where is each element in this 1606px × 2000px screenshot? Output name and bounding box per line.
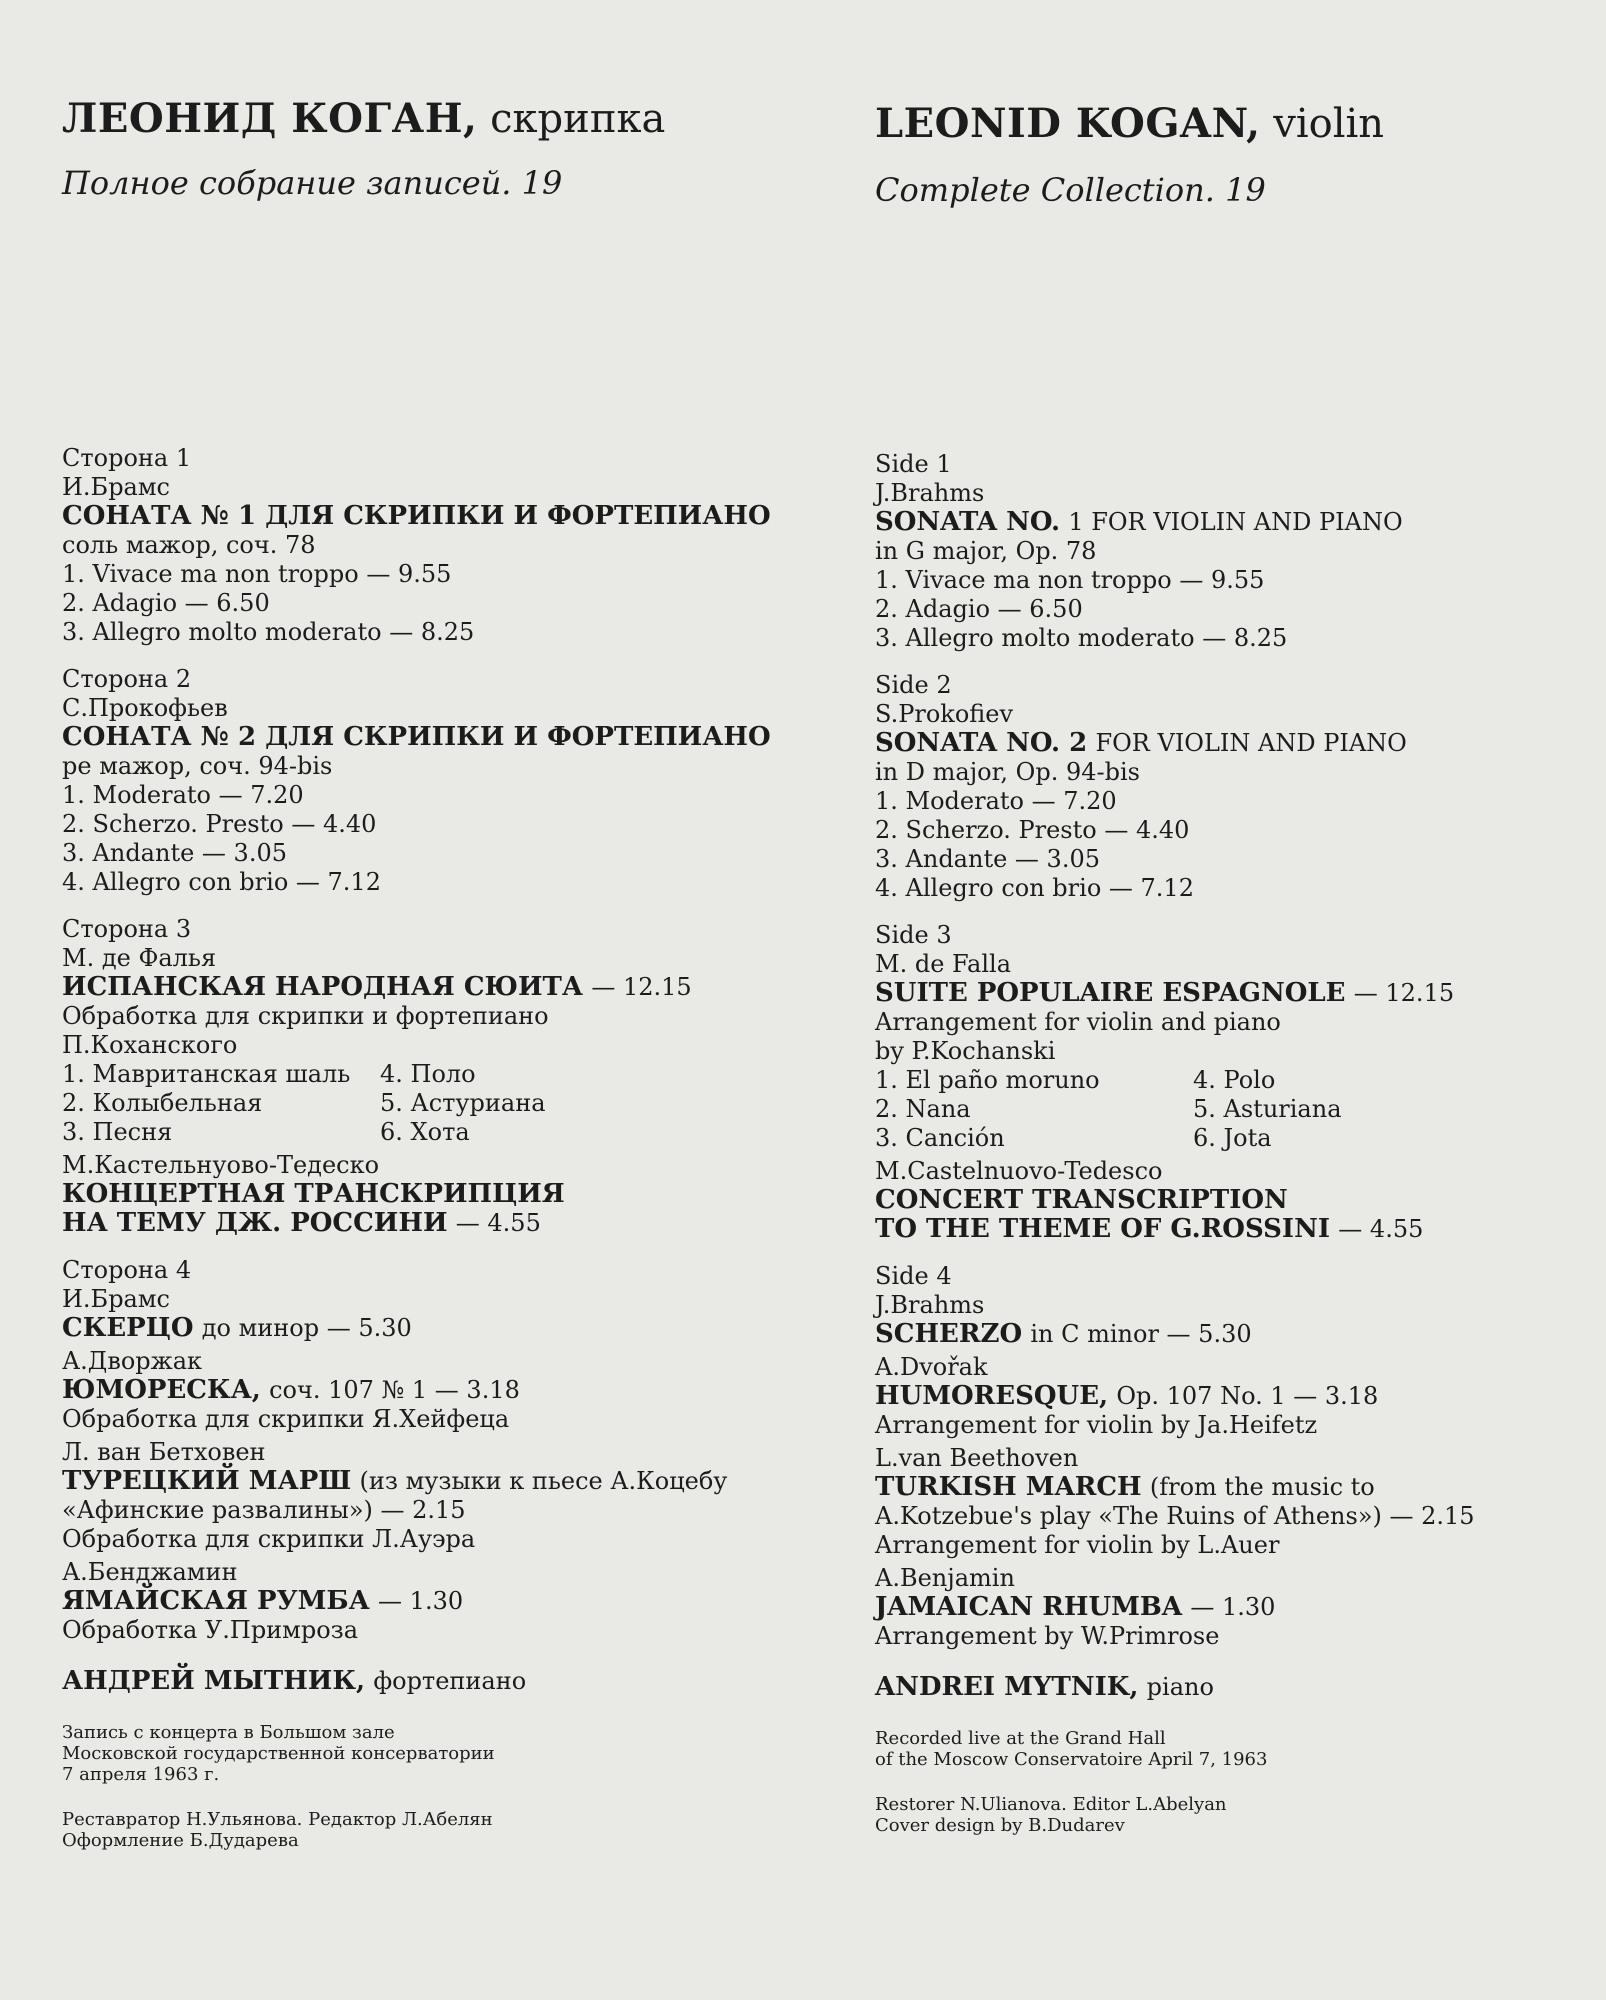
work-title: TO THE THEME OF G.ROSSINI — [875, 1214, 1331, 1244]
movement-grid — [62, 1060, 822, 1147]
work-title-line — [875, 1320, 1595, 1349]
work-title-rest: 1 FOR VIOLIN AND PIANO — [1068, 508, 1403, 536]
tracklist-en — [875, 450, 1595, 1836]
composer: J.Brahms — [875, 479, 985, 507]
arrangement: Arrangement for violin and piano — [875, 1008, 1281, 1036]
work-detail: (из музыки к пьесе А.Коцебу — [359, 1467, 728, 1495]
composer: С.Прокофьев — [62, 694, 228, 722]
work-title: SONATA NO. — [875, 507, 1061, 537]
work-title-line — [875, 508, 1595, 537]
work-detail: «Афинские развалины») — 2.15 — [62, 1496, 466, 1524]
work-title-line — [62, 973, 822, 1002]
movement: 5. Астуриана — [380, 1089, 546, 1117]
work-key: in D major, Op. 94-bis — [875, 758, 1140, 786]
side-label: Сторона 1 — [62, 444, 192, 472]
side-2-en — [875, 671, 1595, 903]
credit-line: Оформление Б.Дударева — [62, 1830, 299, 1851]
work-title: СКЕРЦО — [62, 1313, 194, 1343]
movement: 4. Polo — [1193, 1066, 1276, 1094]
work-detail: соч. 107 № 1 — 3.18 — [269, 1376, 520, 1404]
composer: S.Prokofiev — [875, 700, 1014, 728]
movement: 2. Nana — [875, 1095, 971, 1123]
work-title: SONATA NO. 2 — [875, 728, 1088, 758]
arrangement: Обработка для скрипки и фортепиано — [62, 1002, 549, 1030]
credit-line: Restorer N.Ulianova. Editor L.Abelyan — [875, 1794, 1227, 1815]
movement: 4. Поло — [380, 1060, 476, 1088]
performer-ru — [62, 1667, 822, 1696]
movement: 3. Allegro molto moderato — 8.25 — [62, 618, 475, 646]
credits-en — [875, 1794, 1595, 1836]
performer-name: АНДРЕЙ МЫТНИК, — [62, 1666, 366, 1696]
movement: 2. Adagio — 6.50 — [62, 589, 270, 617]
movement: 3. Andante — 3.05 — [62, 839, 287, 867]
work-title: ЯМАЙСКАЯ РУМБА — [62, 1586, 370, 1616]
artist-name-en: LEONID KOGAN, — [875, 100, 1261, 147]
side-1-en — [875, 450, 1595, 653]
movement: 4. Allegro con brio — 7.12 — [875, 874, 1194, 902]
movement: 3. Allegro molto moderato — 8.25 — [875, 624, 1288, 652]
arrangement: Обработка для скрипки Я.Хейфеца — [62, 1405, 510, 1433]
arrangement: Arrangement for violin by Ja.Heifetz — [875, 1411, 1318, 1439]
side-4-en — [875, 1262, 1595, 1651]
note-line: Recorded live at the Grand Hall — [875, 1728, 1166, 1749]
performer-en — [875, 1673, 1595, 1702]
composer: Л. ван Бетховен — [62, 1438, 266, 1466]
work-key: соль мажор, соч. 78 — [62, 531, 316, 559]
movement: 3. Песня — [62, 1118, 173, 1146]
arrangement: Обработка У.Примроза — [62, 1616, 359, 1644]
credit-line: Cover design by B.Dudarev — [875, 1815, 1125, 1836]
movement: 6. Хота — [380, 1118, 470, 1146]
work-title-line — [62, 1467, 822, 1496]
album-subtitle-en: Complete Collection. 19 — [875, 171, 1266, 209]
movement: 1. Moderato — 7.20 — [875, 787, 1117, 815]
composer: M. de Falla — [875, 950, 1012, 978]
work-title: SUITE POPULAIRE ESPAGNOLE — [875, 978, 1346, 1008]
work-detail: A.Kotzebue's play «The Ruins of Athens») — 2.15 — [875, 1502, 1475, 1530]
side-1-ru — [62, 444, 822, 647]
side-3-en — [875, 921, 1595, 1244]
work-title-line — [62, 1376, 822, 1405]
work-title-line — [62, 1314, 822, 1343]
work-title-line — [875, 1382, 1595, 1411]
work-title: КОНЦЕРТНАЯ ТРАНСКРИПЦИЯ — [62, 1179, 565, 1209]
movement: 3. Andante — 3.05 — [875, 845, 1100, 873]
work-title-line — [875, 1473, 1595, 1502]
side-4-ru — [62, 1256, 822, 1645]
composer: И.Брамс — [62, 1285, 170, 1313]
work-duration: — 1.30 — [1190, 1593, 1276, 1621]
work-title: ЮМОРЕСКА, — [62, 1375, 261, 1405]
movement: 1. Vivace ma non troppo — 9.55 — [62, 560, 452, 588]
work-title-line — [875, 1215, 1595, 1244]
recording-notes-en — [875, 1728, 1595, 1770]
performer-instrument: piano — [1146, 1673, 1214, 1701]
movement: 1. El paño moruno — [875, 1066, 1100, 1094]
movement: 2. Scherzo. Presto — 4.40 — [62, 810, 377, 838]
movement: 4. Allegro con brio — 7.12 — [62, 868, 381, 896]
work-detail: in C minor — 5.30 — [1030, 1320, 1252, 1348]
work-title: CONCERT TRANSCRIPTION — [875, 1185, 1288, 1215]
composer: M.Castelnuovo-Tedesco — [875, 1157, 1163, 1185]
artist-instrument-en: violin — [1273, 101, 1385, 147]
album-title-en — [875, 100, 1384, 148]
composer: М.Кастельнуово-Тедеско — [62, 1151, 380, 1179]
work-detail: (from the music to — [1149, 1473, 1375, 1501]
work-duration: — 12.15 — [591, 973, 692, 1001]
work-title: TURKISH MARCH — [875, 1472, 1142, 1502]
credits-ru — [62, 1809, 822, 1851]
side-label: Сторона 3 — [62, 915, 192, 943]
work-title: СОНАТА № 1 ДЛЯ СКРИПКИ И ФОРТЕПИАНО — [62, 501, 771, 531]
note-line: 7 апреля 1963 г. — [62, 1764, 220, 1785]
arrangement: Arrangement for violin by L.Auer — [875, 1531, 1280, 1559]
side-label: Сторона 2 — [62, 665, 192, 693]
work-duration: — 4.55 — [1338, 1215, 1424, 1243]
movement: 1. Vivace ma non troppo — 9.55 — [875, 566, 1265, 594]
work-title-line — [62, 1209, 822, 1238]
work-title: JAMAICAN RHUMBA — [875, 1592, 1183, 1622]
side-label: Side 1 — [875, 450, 952, 478]
movement: 6. Jota — [1193, 1124, 1272, 1152]
composer: А.Дворжак — [62, 1347, 203, 1375]
album-subtitle-ru: Полное собрание записей. 19 — [62, 164, 563, 202]
work-title: ИСПАНСКАЯ НАРОДНАЯ СЮИТА — [62, 972, 584, 1002]
movement: 1. Мавританская шаль — [62, 1060, 351, 1088]
artist-name-ru: ЛЕОНИД КОГАН, — [62, 95, 478, 142]
composer: А.Бенджамин — [62, 1558, 238, 1586]
work-duration: — 1.30 — [378, 1587, 464, 1615]
movement: 2. Adagio — 6.50 — [875, 595, 1083, 623]
work-title-line — [62, 1587, 822, 1616]
note-line: of the Moscow Conservatoire April 7, 1963 — [875, 1749, 1268, 1770]
side-2-ru — [62, 665, 822, 897]
album-title-ru — [62, 95, 665, 143]
work-detail: до минор — 5.30 — [201, 1314, 412, 1342]
arrangement: Arrangement by W.Primrose — [875, 1622, 1220, 1650]
work-title-line — [875, 729, 1595, 758]
credit-line: Реставратор Н.Ульянова. Редактор Л.Абелян — [62, 1809, 493, 1830]
work-title: ТУРЕЦКИЙ МАРШ — [62, 1466, 352, 1496]
composer: М. де Фалья — [62, 944, 217, 972]
work-title: СОНАТА № 2 ДЛЯ СКРИПКИ И ФОРТЕПИАНО — [62, 722, 771, 752]
work-title-line — [875, 979, 1595, 1008]
side-label: Side 4 — [875, 1262, 952, 1290]
work-duration: — 4.55 — [455, 1209, 541, 1237]
movement-grid — [875, 1066, 1595, 1153]
work-title-line — [875, 1593, 1595, 1622]
recording-notes-ru — [62, 1722, 822, 1785]
composer: L.van Beethoven — [875, 1444, 1079, 1472]
composer: A.Dvořak — [875, 1353, 988, 1381]
work-title-rest: FOR VIOLIN AND PIANO — [1095, 729, 1407, 757]
composer: И.Брамс — [62, 473, 170, 501]
artist-instrument-ru: скрипка — [490, 96, 666, 142]
arrangement: by P.Kochanski — [875, 1037, 1056, 1065]
composer: J.Brahms — [875, 1291, 985, 1319]
arrangement: П.Коханского — [62, 1031, 238, 1059]
movement: 2. Scherzo. Presto — 4.40 — [875, 816, 1190, 844]
movement: 3. Canción — [875, 1124, 1005, 1152]
performer-instrument: фортепиано — [373, 1667, 527, 1695]
side-3-ru — [62, 915, 822, 1238]
work-key: in G major, Op. 78 — [875, 537, 1097, 565]
side-label: Side 2 — [875, 671, 952, 699]
tracklist-ru — [62, 444, 822, 1851]
movement: 5. Asturiana — [1193, 1095, 1342, 1123]
work-key: ре мажор, соч. 94-bis — [62, 752, 333, 780]
side-label: Side 3 — [875, 921, 952, 949]
arrangement: Обработка для скрипки Л.Ауэра — [62, 1525, 476, 1553]
work-duration: — 12.15 — [1353, 979, 1455, 1007]
work-title: SCHERZO — [875, 1319, 1023, 1349]
note-line: Запись с концерта в Большом зале — [62, 1722, 395, 1743]
performer-name: ANDREI MYTNIK, — [875, 1672, 1139, 1702]
work-detail: Op. 107 No. 1 — 3.18 — [1116, 1382, 1379, 1410]
composer: A.Benjamin — [875, 1564, 1015, 1592]
movement: 2. Колыбельная — [62, 1089, 263, 1117]
work-title: HUMORESQUE, — [875, 1381, 1109, 1411]
note-line: Московской государственной консерватории — [62, 1743, 495, 1764]
movement: 1. Moderato — 7.20 — [62, 781, 304, 809]
side-label: Сторона 4 — [62, 1256, 192, 1284]
work-title: НА ТЕМУ ДЖ. РОССИНИ — [62, 1208, 448, 1238]
